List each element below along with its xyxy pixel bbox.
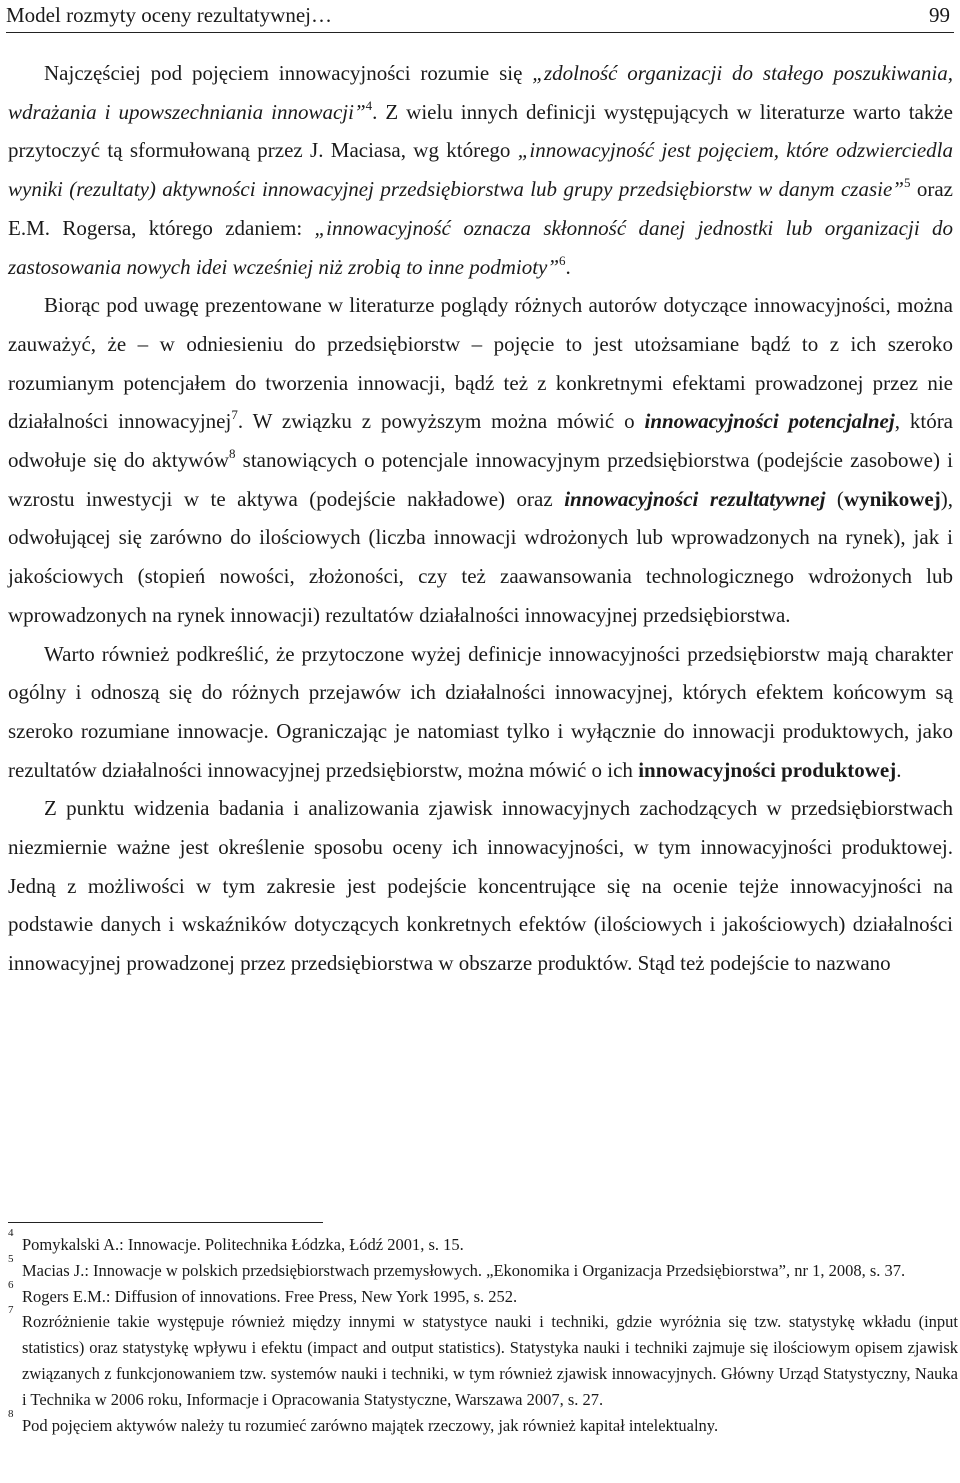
footnote-ref: 7	[231, 407, 238, 423]
footnotes	[8, 1227, 958, 1438]
footnote	[8, 1227, 958, 1258]
footnote	[8, 1407, 958, 1439]
body-text	[8, 54, 953, 983]
italic-quote: „innowacyjność oznacza skłonność danej jednostki lub organizacji do zastosowania nowych idei wcześniej niż zrobią to inne podmioty”	[8, 215, 953, 279]
footnote	[8, 1304, 958, 1412]
text-run: Najczęściej pod pojęciem innowacyjności rozumie się	[44, 61, 533, 85]
footnote-number: 8	[8, 1407, 14, 1420]
text-run: oraz E.M. Rogersa, którego zdaniem:	[8, 177, 953, 240]
paragraph	[8, 54, 953, 286]
page-number: 99	[929, 3, 950, 27]
footnote-ref: 4	[365, 97, 373, 113]
text-run: Z punktu widzenia badania i analizowania zjawisk innowacyjnych zachodzących w przedsiębiorstwach niezmiernie ważne jest określenie sposobu oceny ich innowacyjności, w tym innowacyjności produktowej. Jedną z możliwości w tym zakresie jest podejście koncentrujące się na ocenie tejże innowacyjności na podstawie danych i wskaźników dotyczących konkretnych efektów (ilościowych i jakościowych) działalności innowacyjnej prowadzonej przez przedsiębiorstwa w obszarze produktów. Stąd też podejście to nazwano	[8, 796, 953, 976]
paragraph	[8, 635, 953, 790]
footnote-number: 5	[8, 1252, 14, 1265]
footnote	[8, 1278, 958, 1310]
footnote-ref: 6	[559, 252, 566, 268]
text-run: .	[565, 254, 571, 279]
paragraph	[8, 286, 953, 634]
bold-italic-term: innowacyjności rezultatywnej	[564, 486, 826, 511]
running-header	[6, 0, 954, 33]
footnote-number: 7	[8, 1304, 14, 1317]
text-run: stanowiących o potencjale innowacyjnym przedsiębiorstwa (podejście zasobowe) i wzrostu inwestycji w te aktywa (podejście nakładowe) oraz	[8, 448, 953, 511]
text-run: (	[825, 486, 844, 511]
footnote-text: Pod pojęciem aktywów należy tu rozumieć zarówno majątek rzeczowy, jak również kapitał intelektualny.	[22, 1415, 719, 1435]
text-run: Biorąc pod uwagę prezentowane w literaturze poglądy różnych autorów dotyczące innowacyjności, można zauważyć, że – w odniesieniu do przedsiębiorstw – pojęcie to jest utożsamiane bądź to z ich szeroko rozumianym potencjałem do tworzenia innowacji, bądź też z konkretnymi efektami prowadzonej przez nie działalności innowacyjnej	[8, 293, 953, 434]
footnote-text: Rogers E.M.: Diffusion of innovations. Free Press, New York 1995, s. 252.	[22, 1286, 518, 1306]
footnote-number: 6	[8, 1278, 14, 1291]
paragraph	[8, 789, 953, 983]
text-run: Warto również podkreślić, że przytoczone wyżej definicje innowacyjności przedsiębiorstw mają charakter ogólny i odnoszą się do różnych przejawów ich działalności innowacyjnej, których efektem końcowym są szeroko rozumiane innowacje. Ograniczając je natomiast tylko i wyłącznie do innowacji produktowych, jako rezultatów działalności innowacyjnej przedsiębiorstw, można mówić o ich	[8, 641, 953, 782]
text-run: . W związku z powyższym można mówić o	[237, 409, 645, 434]
text-run: .	[896, 757, 902, 782]
bold-term: wynikowej	[843, 486, 941, 511]
bold-italic-term: innowacyjności potencjalnej	[644, 409, 895, 434]
italic-quote: „innowacyjność jest pojęciem, które odzwierciedla wyniki (rezultaty) aktywności innowacyjnej przedsiębiorstwa lub grupy przedsiębiorstw w danym czasie”	[8, 138, 954, 202]
italic-quote: „zdolność organizacji do stałego poszukiwania, wdrażania i upowszechniania innowacji”	[8, 61, 954, 124]
footnote-text: Rozróżnienie takie występuje również między innymi w statystyce nauki i techniki, gdzie wyróżnia się tzw. statystykę wkładu (input statistics) oraz statystykę wpływu i efektu (impact and output statistics). Statystyka nauki i techniki zajmuje się ilościowym opisem zjawisk związanych z funkcjonowaniem tzw. systemów nauki i techniki, w tym również zjawisk innowacyjnych. Główny Urząd Statystyczny, Nauka i Technika w 2006 roku, Informacje i Opracowania Statystyczne, Warszawa 2007, s. 27.	[22, 1312, 958, 1409]
text-run: . Z wielu innych definicji występujących w literaturze warto także przytoczyć tą sformułowaną przez J. Maciasa, wg którego	[8, 99, 953, 163]
text-run: ), odwołującej się zarówno do ilościowych (liczba innowacji wdrożonych lub wprowadzonych na rynek), jak i jakościowych (stopień nowości, złożoności, czy też zaawansowania technologicznego wdrożonych lub wprowadzonych na rynek innowacji) rezultatów działalności innowacyjnej przedsiębiorstwa.	[8, 486, 953, 627]
footnote-number: 4	[8, 1227, 14, 1239]
footnote	[8, 1252, 958, 1284]
footnote-ref: 5	[903, 175, 911, 191]
text-run: , która odwołuje się do aktywów	[8, 409, 954, 473]
footnote-text: Macias J.: Innowacje w polskich przedsiębiorstwach przemysłowych. „Ekonomika i Organizacja Przedsiębiorstwa”, nr 1, 2008, s. 37.	[22, 1260, 906, 1280]
running-title: Model rozmyty oceny rezultatywnej…	[6, 3, 332, 27]
bold-term: innowacyjności produktowej	[638, 757, 897, 782]
footnote-ref: 8	[229, 446, 236, 462]
footnote-text: Pomykalski A.: Innowacje. Politechnika Łódzka, Łódź 2001, s. 15.	[22, 1235, 464, 1254]
footnote-separator	[8, 1222, 323, 1223]
